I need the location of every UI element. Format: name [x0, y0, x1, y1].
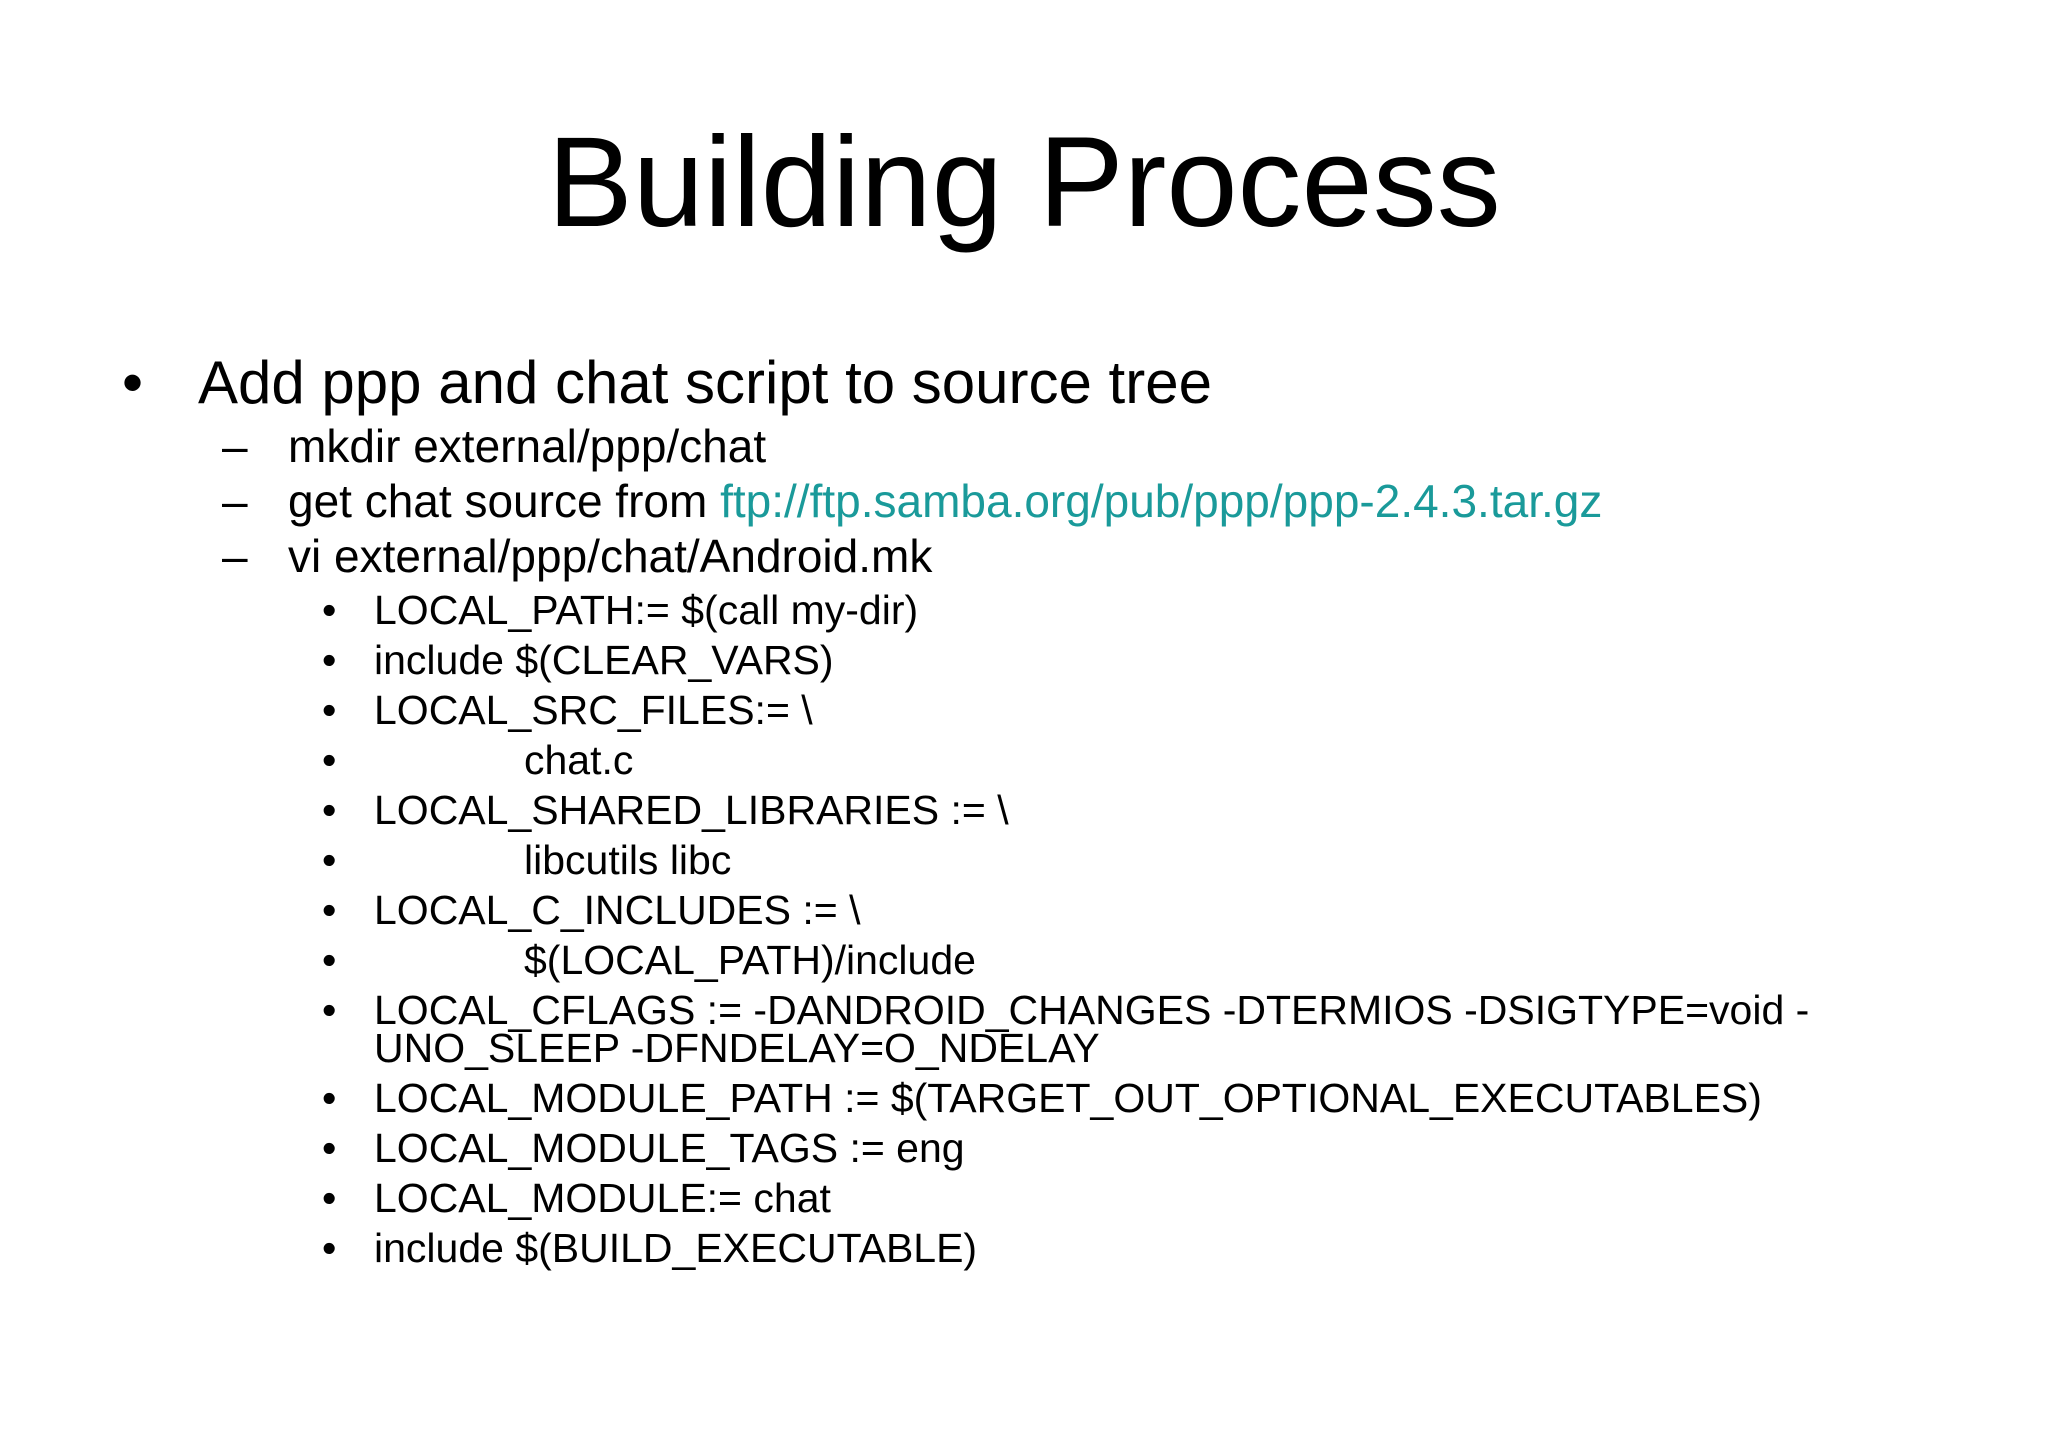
bullet-marker: •: [322, 687, 337, 733]
makefile-line-text: include $(BUILD_EXECUTABLE): [374, 1225, 978, 1271]
bullet-marker: •: [322, 737, 337, 783]
makefile-line-text: LOCAL_MODULE_PATH := $(TARGET_OUT_OPTIONAL_EXECUTABLES): [374, 1075, 1762, 1121]
bullet-marker: •: [322, 1075, 337, 1121]
dash-marker: –: [222, 420, 248, 472]
makefile-line-text: LOCAL_C_INCLUDES := \: [374, 887, 861, 933]
subitem-text-prefix: get chat source from: [288, 475, 721, 527]
makefile-line-text: libcutils libc: [524, 837, 732, 883]
source-link[interactable]: ftp://ftp.samba.org/pub/ppp/ppp-2.4.3.tar.gz: [720, 475, 1603, 527]
makefile-line-text: LOCAL_SHARED_LIBRARIES := \: [374, 787, 1009, 833]
subitem-text: vi external/ppp/chat/Android.mk: [288, 530, 933, 582]
bullet-marker: •: [322, 1175, 337, 1221]
makefile-line-text: include $(CLEAR_VARS): [374, 637, 834, 683]
makefile-line-text: LOCAL_CFLAGS := -DANDROID_CHANGES -DTERMIOS -DSIGTYPE=void -: [374, 987, 1810, 1033]
makefile-line-text: LOCAL_PATH:= $(call my-dir): [374, 587, 919, 633]
makefile-line-continuation: UNO_SLEEP -DFNDELAY=O_NDELAY: [374, 1025, 1100, 1071]
bullet-marker: •: [122, 349, 144, 416]
makefile-line-text: LOCAL_MODULE:= chat: [374, 1175, 831, 1221]
makefile-line-text: chat.c: [524, 737, 634, 783]
bullet-marker: •: [322, 787, 337, 833]
makefile-line-text: $(LOCAL_PATH)/include: [524, 937, 976, 983]
bullet-marker: •: [322, 637, 337, 683]
dash-marker: –: [222, 530, 248, 582]
bullet-marker: •: [322, 937, 337, 983]
subitem-text: mkdir external/ppp/chat: [288, 420, 767, 472]
makefile-line-text: LOCAL_MODULE_TAGS := eng: [374, 1125, 965, 1171]
makefile-line-text: LOCAL_SRC_FILES:= \: [374, 687, 813, 733]
bullet-marker: •: [322, 587, 337, 633]
bullet-marker: •: [322, 1125, 337, 1171]
subitem-text: [288, 473, 1602, 529]
bullet-marker: •: [322, 837, 337, 883]
dash-marker: –: [222, 475, 248, 527]
main-bullet-text: Add ppp and chat script to source tree: [198, 349, 1212, 416]
bullet-marker: •: [322, 887, 337, 933]
bullet-marker: •: [322, 987, 337, 1033]
slide-title: Building Process: [547, 111, 1501, 254]
bullet-marker: •: [322, 1225, 337, 1271]
